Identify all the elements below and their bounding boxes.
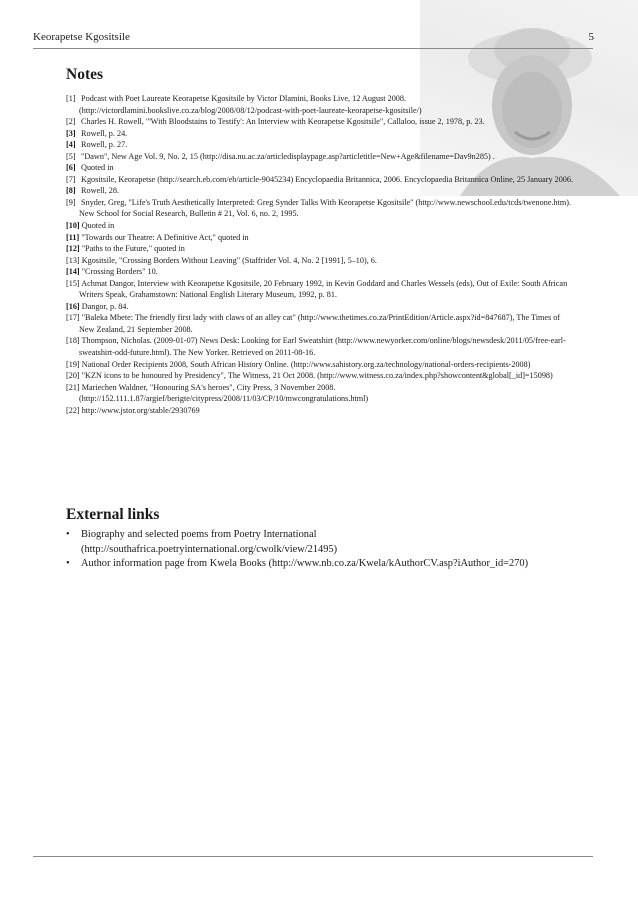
external-links-list <box>66 528 566 572</box>
note-item <box>66 301 576 313</box>
note-item <box>66 93 576 116</box>
note-number: [1] <box>66 94 76 103</box>
note-number: [15] <box>66 278 80 288</box>
external-link-item[interactable] <box>66 557 566 572</box>
note-text[interactable]: Quoted in <box>81 221 115 231</box>
note-number: [7] <box>66 174 76 184</box>
bullet-icon: • <box>66 558 70 570</box>
note-item <box>66 139 576 151</box>
note-number: [10] <box>66 221 80 231</box>
notes-heading: Notes <box>66 66 104 83</box>
note-number: [8] <box>66 186 76 196</box>
external-link-text[interactable]: Biography and selected poems from Poetry International (http://southafrica.poetryinternational.org/cwolk/view/21495) <box>81 529 338 555</box>
note-text[interactable]: Quoted in <box>81 163 114 173</box>
header-rule <box>33 48 593 49</box>
note-number: [12] <box>66 244 80 254</box>
note-text[interactable]: "Crossing Borders" 10. <box>81 267 158 277</box>
note-text[interactable]: "Baleka Mbete: The friendly first lady with claws of an alley cat" (http://www.thetimes.co.za/PrintEdition/Article.aspx?id=847687), The Times of New Zealand, 21 September 2008. <box>79 313 561 334</box>
note-item <box>66 335 576 358</box>
external-link-text[interactable]: Author information page from Kwela Books (http://www.nb.co.za/Kwela/kAuthorCV.asp?iAuthor_id=270) <box>81 558 529 570</box>
external-links-heading: External links <box>66 506 160 523</box>
note-item <box>66 220 576 232</box>
note-item <box>66 359 576 371</box>
footer-rule <box>33 856 593 857</box>
note-number: [9] <box>66 197 76 207</box>
note-number: [13] <box>66 255 80 265</box>
bullet-icon: • <box>66 529 70 540</box>
note-number: [5] <box>66 151 76 161</box>
note-item <box>66 312 576 335</box>
note-text[interactable]: "Towards our Theatre: A Definitive Act," quoted in <box>81 232 249 242</box>
note-number: [6] <box>66 163 76 173</box>
note-text[interactable]: Dangor, p. 84. <box>81 301 129 311</box>
note-number: [20] <box>66 371 80 381</box>
note-text[interactable]: Achmat Dangor, Interview with Keorapetse Kgositsile, 20 February 1992, in Kevin Goddard and Charles Wessels (eds), Out of Exile: South African Writers Speak, Grahamstown: National English Literary Museum, 1992, p. 81. <box>79 278 568 300</box>
note-text[interactable]: "Paths to the Future," quoted in <box>81 244 185 254</box>
note-item <box>66 232 576 244</box>
note-number: [18] <box>66 336 80 346</box>
note-text[interactable]: Kgositsile, Keorapetse (http://search.eb.com/eb/article-9045234) Encyclopaedia Britannica, 2006. Encyclopaedia Britannica Online, 25 January 2006. <box>81 174 574 184</box>
notes-list <box>66 93 576 416</box>
note-text[interactable]: Kgositsile, "Crossing Borders Without Leaving" (Staffrider Vol. 4, No. 2 [1991], 5–10), 6. <box>81 255 377 265</box>
note-number: [4] <box>66 140 76 150</box>
note-number: [2] <box>66 117 76 127</box>
note-item <box>66 174 576 186</box>
note-text[interactable]: Snyder, Greg, "Life's Truth Aesthetically Interpreted: Greg Synder Talks With Keorapetse Kgositsile" (http://www.newschool.edu/tcds/twenone.htm). New School for Social Research, Bulletin # 21, Vol. 6, no. 2, 1995. <box>79 197 572 219</box>
note-number: [3] <box>66 128 76 138</box>
note-number: [16] <box>66 301 80 311</box>
note-item <box>66 405 576 417</box>
note-number: [14] <box>66 267 80 277</box>
note-text[interactable]: "KZN icons to be honoured by Presidency", The Witness, 21 Oct 2008. (http://www.witness.co.za/index.php?showcontent&global[_id]=15098) <box>81 371 553 381</box>
note-text[interactable]: National Order Recipients 2008, South African History Online. (http://www.sahistory.org.za/technology/national-orders-recipients-2008) <box>81 359 531 369</box>
note-text[interactable]: Rowell, p. 24. <box>81 128 128 138</box>
note-item <box>66 278 576 301</box>
note-number: [19] <box>66 359 80 369</box>
page-number: 5 <box>588 31 594 43</box>
note-item <box>66 255 576 267</box>
note-text[interactable]: http://www.jstor.org/stable/2930769 <box>81 405 200 415</box>
note-number: [11] <box>66 232 80 242</box>
note-item <box>66 128 576 140</box>
note-text[interactable]: Rowell, p. 27. <box>81 140 128 150</box>
note-text[interactable]: Rowell, 28. <box>81 186 120 196</box>
note-text[interactable]: Thompson, Nicholas. (2009-01-07) News Desk: Looking for Earl Sweatshirt (http://www.newyorker.com/online/blogs/newsdesk/2011/05/free-earl-sweatshirt-odd-future.html). The New Yorker. Retrieved on 2011-08-16. <box>79 336 566 358</box>
running-head: Keorapetse Kgositsile <box>33 31 130 43</box>
note-item <box>66 243 576 255</box>
note-item <box>66 151 576 163</box>
note-text[interactable]: Mariechen Waldner, "Honouring SA's heroes", City Press, 3 November 2008. (http://152.111.1.87/argief/berigte/citypress/2008/11/03/CP/10/mwcongratulations.html) <box>79 382 369 404</box>
note-text[interactable]: Podcast with Poet Laureate Keorapetse Kgositsile by Victor Dlamini, Books Live, 12 August 2008. (http://victordlamini.bookslive.co.za/blog/2008/08/12/podcast-with-poet-laureate-keorapetse-kgositsile/) <box>79 94 422 115</box>
note-number: [22] <box>66 405 80 415</box>
note-number: [17] <box>66 313 80 323</box>
note-item <box>66 382 576 405</box>
note-item <box>66 185 576 197</box>
note-item <box>66 197 576 220</box>
note-item <box>66 162 576 174</box>
note-item <box>66 116 576 128</box>
note-item <box>66 370 576 382</box>
note-number: [21] <box>66 382 80 392</box>
external-link-item[interactable] <box>66 528 566 557</box>
note-text[interactable]: Charles H. Rowell, "'With Bloodstains to Testify': An Interview with Keorapetse Kgositsile", Callaloo, issue 2, 1978, p. 23. <box>81 117 485 127</box>
note-text[interactable]: "Dawn", New Age Vol. 9, No. 2, 15 (http://disa.nu.ac.za/articledisplaypage.asp?articletitle=New+Age&filename=Dav9n285) . <box>81 151 495 161</box>
note-item <box>66 266 576 278</box>
